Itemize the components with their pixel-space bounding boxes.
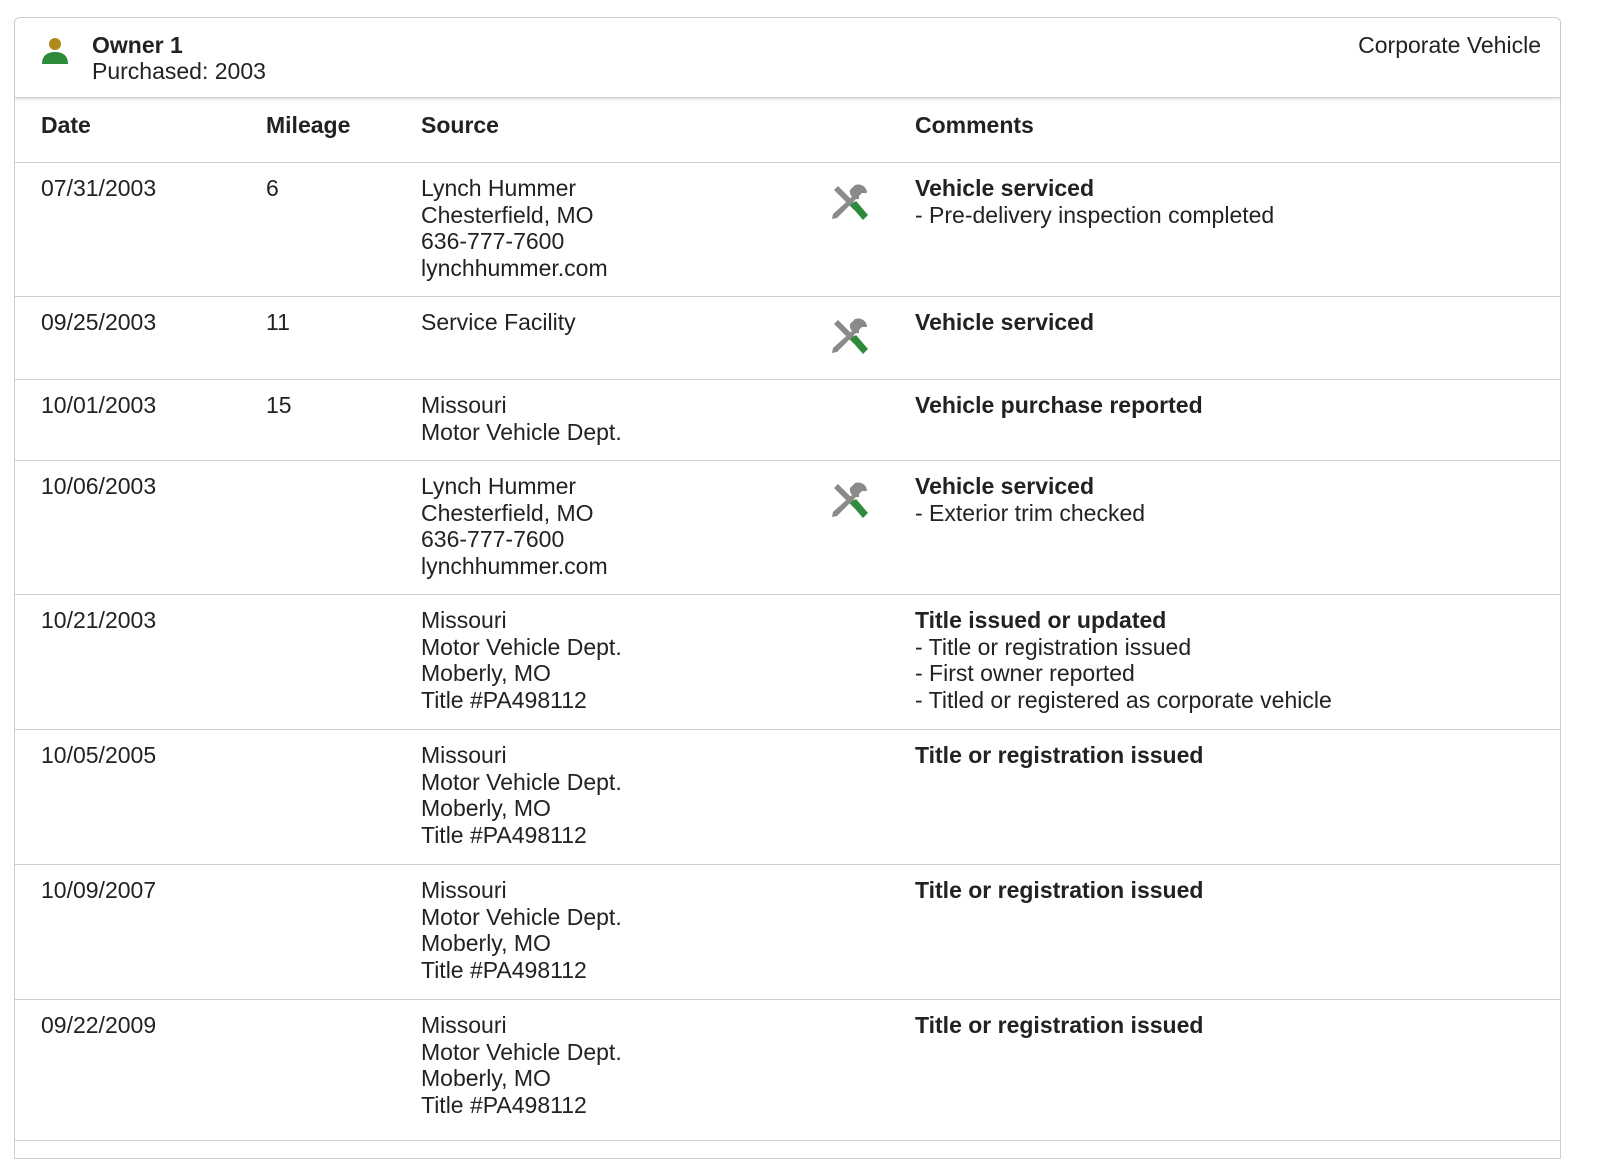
row-date: 09/22/2009 — [41, 1012, 157, 1038]
source-line: Motor Vehicle Dept. — [421, 633, 622, 660]
row-comments — [915, 1012, 1203, 1039]
row-date: 10/06/2003 — [41, 473, 157, 499]
comment-detail: - Titled or registered as corporate vehicle — [915, 687, 1332, 714]
person-icon — [41, 37, 69, 65]
source-line: Chesterfield, MO — [421, 499, 594, 526]
comment-title: Vehicle serviced — [915, 175, 1095, 201]
history-rows — [15, 163, 1560, 1141]
row-comments — [915, 473, 1145, 526]
source-line: Motor Vehicle Dept. — [421, 1038, 622, 1065]
source-line: Title #PA498112 — [421, 822, 587, 849]
source-line: Motor Vehicle Dept. — [421, 768, 622, 795]
row-date: 07/31/2003 — [41, 175, 157, 201]
source-line: Lynch Hummer — [421, 175, 577, 201]
owner-name: Owner 1 — [92, 32, 183, 58]
table-header — [15, 98, 1560, 163]
comment-title: Title or registration issued — [915, 877, 1204, 903]
table-row — [15, 461, 1560, 595]
table-row — [15, 865, 1560, 1000]
table-row — [15, 730, 1560, 865]
source-line: Motor Vehicle Dept. — [421, 418, 622, 445]
source-line: Chesterfield, MO — [421, 201, 594, 228]
owner-header — [15, 18, 1560, 98]
source-line: Motor Vehicle Dept. — [421, 903, 622, 930]
owner-purchased: Purchased: 2003 — [92, 58, 266, 84]
comment-title: Title issued or updated — [915, 607, 1167, 633]
row-source — [421, 607, 622, 714]
service-wrench-screwdriver-icon — [828, 315, 870, 357]
row-mileage: 11 — [266, 309, 290, 335]
row-date: 10/05/2005 — [41, 742, 157, 768]
comment-detail: - Pre-delivery inspection completed — [915, 201, 1275, 228]
source-line: Missouri — [421, 1012, 507, 1038]
service-wrench-screwdriver-icon — [828, 181, 870, 223]
table-row — [15, 297, 1560, 380]
header-mileage: Mileage — [266, 112, 351, 138]
source-line: Moberly, MO — [421, 1065, 551, 1092]
source-line: Lynch Hummer — [421, 473, 577, 499]
row-comments — [915, 877, 1203, 904]
source-line: Moberly, MO — [421, 795, 551, 822]
source-line: Title #PA498112 — [421, 957, 587, 984]
row-mileage: 15 — [266, 392, 292, 418]
row-comments — [915, 309, 1094, 336]
row-date: 10/21/2003 — [41, 607, 157, 633]
row-comments — [915, 175, 1274, 228]
comment-title: Title or registration issued — [915, 742, 1204, 768]
row-date: 09/25/2003 — [41, 309, 157, 335]
table-row — [15, 163, 1560, 297]
row-source — [421, 309, 576, 336]
source-line: lynchhummer.com — [421, 553, 608, 580]
row-source — [421, 175, 608, 282]
header-source: Source — [421, 112, 499, 138]
row-comments — [915, 392, 1203, 419]
row-source — [421, 1012, 622, 1119]
row-source — [421, 742, 622, 849]
comment-title: Vehicle serviced — [915, 309, 1095, 335]
source-line: lynchhummer.com — [421, 255, 608, 282]
source-line: 636-777-7600 — [421, 526, 565, 553]
table-row — [15, 595, 1560, 730]
comment-detail: - Exterior trim checked — [915, 499, 1146, 526]
comment-detail: - First owner reported — [915, 660, 1135, 687]
source-line: Missouri — [421, 877, 507, 903]
comment-title: Title or registration issued — [915, 1012, 1204, 1038]
row-date: 10/09/2007 — [41, 877, 157, 903]
service-wrench-screwdriver-icon — [828, 479, 870, 521]
comment-detail: - Title or registration issued — [915, 633, 1192, 660]
header-date: Date — [41, 112, 91, 138]
source-line: Missouri — [421, 742, 507, 768]
source-line: Moberly, MO — [421, 660, 551, 687]
owner-type: Corporate Vehicle — [1358, 32, 1541, 58]
comment-title: Vehicle purchase reported — [915, 392, 1203, 418]
row-source — [421, 392, 622, 445]
source-line: Title #PA498112 — [421, 1092, 587, 1119]
owner-history-panel — [14, 17, 1561, 1159]
header-comments: Comments — [915, 112, 1034, 138]
row-comments — [915, 607, 1332, 714]
source-line: Title #PA498112 — [421, 687, 587, 714]
source-line: Moberly, MO — [421, 930, 551, 957]
row-mileage: 6 — [266, 175, 279, 201]
source-line: Missouri — [421, 392, 507, 418]
table-row — [15, 380, 1560, 461]
row-comments — [915, 742, 1203, 769]
row-source — [421, 877, 622, 984]
table-row — [15, 1000, 1560, 1141]
source-line: 636-777-7600 — [421, 228, 565, 255]
row-date: 10/01/2003 — [41, 392, 157, 418]
source-line: Service Facility — [421, 309, 576, 335]
source-line: Missouri — [421, 607, 507, 633]
row-source — [421, 473, 608, 580]
comment-title: Vehicle serviced — [915, 473, 1095, 499]
